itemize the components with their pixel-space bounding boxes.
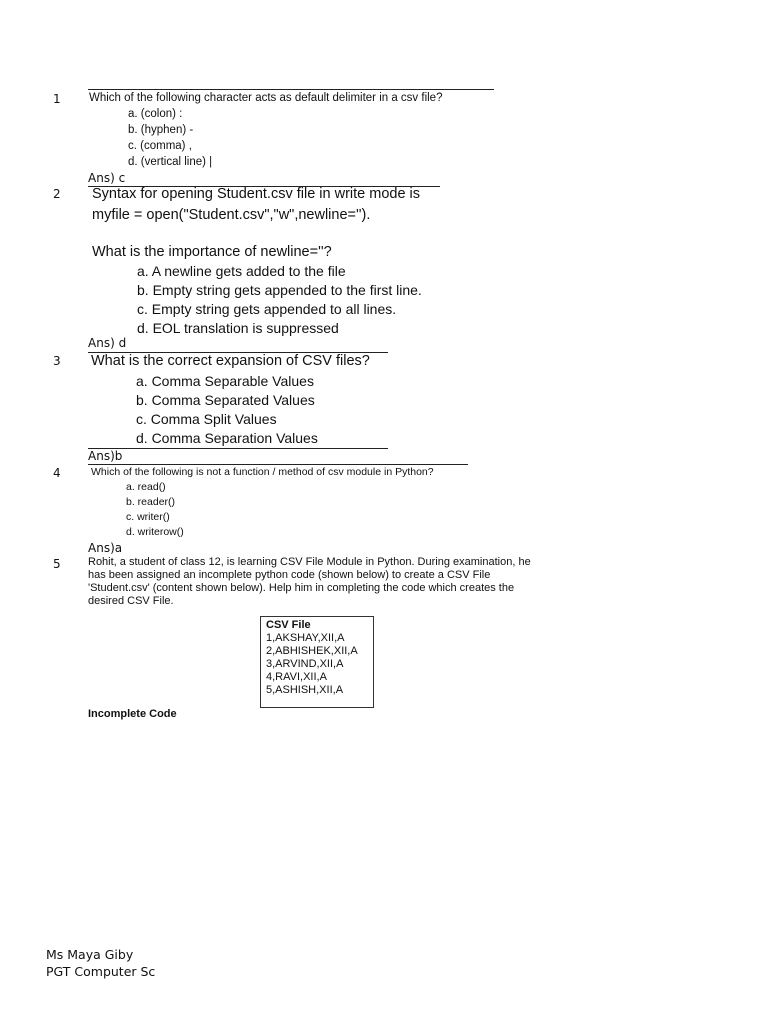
question-text: Rohit, a student of class 12, is learning CSV File Module in Python. During examination, he has been assigned an incomplete python code (shown below) to create a CSV File 'Student.csv' (content shown below). Help him in completing the code which creates the desired CSV File. (88, 556, 531, 607)
answer: Ans) c (88, 171, 126, 185)
csv-box-title: CSV File (266, 619, 311, 631)
csv-file-box (260, 616, 374, 708)
question-number: 5 (53, 557, 61, 571)
question-number: 1 (53, 92, 61, 106)
author-name: Ms Maya Giby (46, 947, 134, 962)
option-c: c. Empty string gets appended to all lines. (137, 301, 397, 317)
option-d: d. EOL translation is suppressed (137, 320, 339, 336)
option-c: c. Comma Split Values (136, 411, 277, 427)
q4-top-rule (88, 464, 468, 465)
option-c: c. (comma) , (128, 140, 192, 152)
question-number: 4 (53, 466, 61, 480)
option-b: b. reader() (126, 496, 176, 508)
option-a: a. A newline gets added to the file (137, 263, 346, 279)
option-d: d. (vertical line) | (128, 156, 213, 168)
csv-line: 1,AKSHAY,XII,A (266, 632, 345, 644)
q3-bottom-rule (88, 448, 388, 449)
option-b: b. (hyphen) - (128, 124, 194, 136)
answer: Ans)b (88, 449, 123, 463)
option-a: a. Comma Separable Values (136, 373, 314, 389)
option-a: a. read() (126, 481, 166, 493)
option-b: b. Comma Separated Values (136, 392, 315, 408)
question-text: Which of the following is not a function / method of csv module in Python? (91, 466, 434, 478)
option-d: d. writerow() (126, 526, 184, 538)
csv-line: 3,ARVIND,XII,A (266, 658, 344, 670)
option-a: a. (colon) : (128, 108, 183, 120)
question-number: 3 (53, 354, 61, 368)
question-text-line-2: myfile = open("Student.csv","w",newline=''). (92, 207, 371, 223)
question-text: What is the correct expansion of CSV files? (91, 353, 370, 369)
question-text-line-1: Syntax for opening Student.csv file in write mode is (92, 186, 421, 202)
answer: Ans) d (88, 336, 127, 350)
option-c: c. writer() (126, 511, 170, 523)
option-d: d. Comma Separation Values (136, 430, 318, 446)
csv-line: 4,RAVI,XII,A (266, 671, 327, 683)
author-designation: PGT Computer Sc (46, 964, 156, 979)
csv-line: 2,ABHISHEK,XII,A (266, 645, 358, 657)
question-text: What is the importance of newline=''? (92, 244, 332, 260)
option-b: b. Empty string gets appended to the first line. (137, 282, 422, 298)
question-number: 2 (53, 187, 61, 201)
question-text: Which of the following character acts as default delimiter in a csv file? (89, 92, 443, 104)
csv-line: 5,ASHISH,XII,A (266, 684, 344, 696)
q1-top-rule (88, 89, 494, 90)
incomplete-code-label: Incomplete Code (88, 708, 177, 720)
answer: Ans)a (88, 541, 123, 555)
